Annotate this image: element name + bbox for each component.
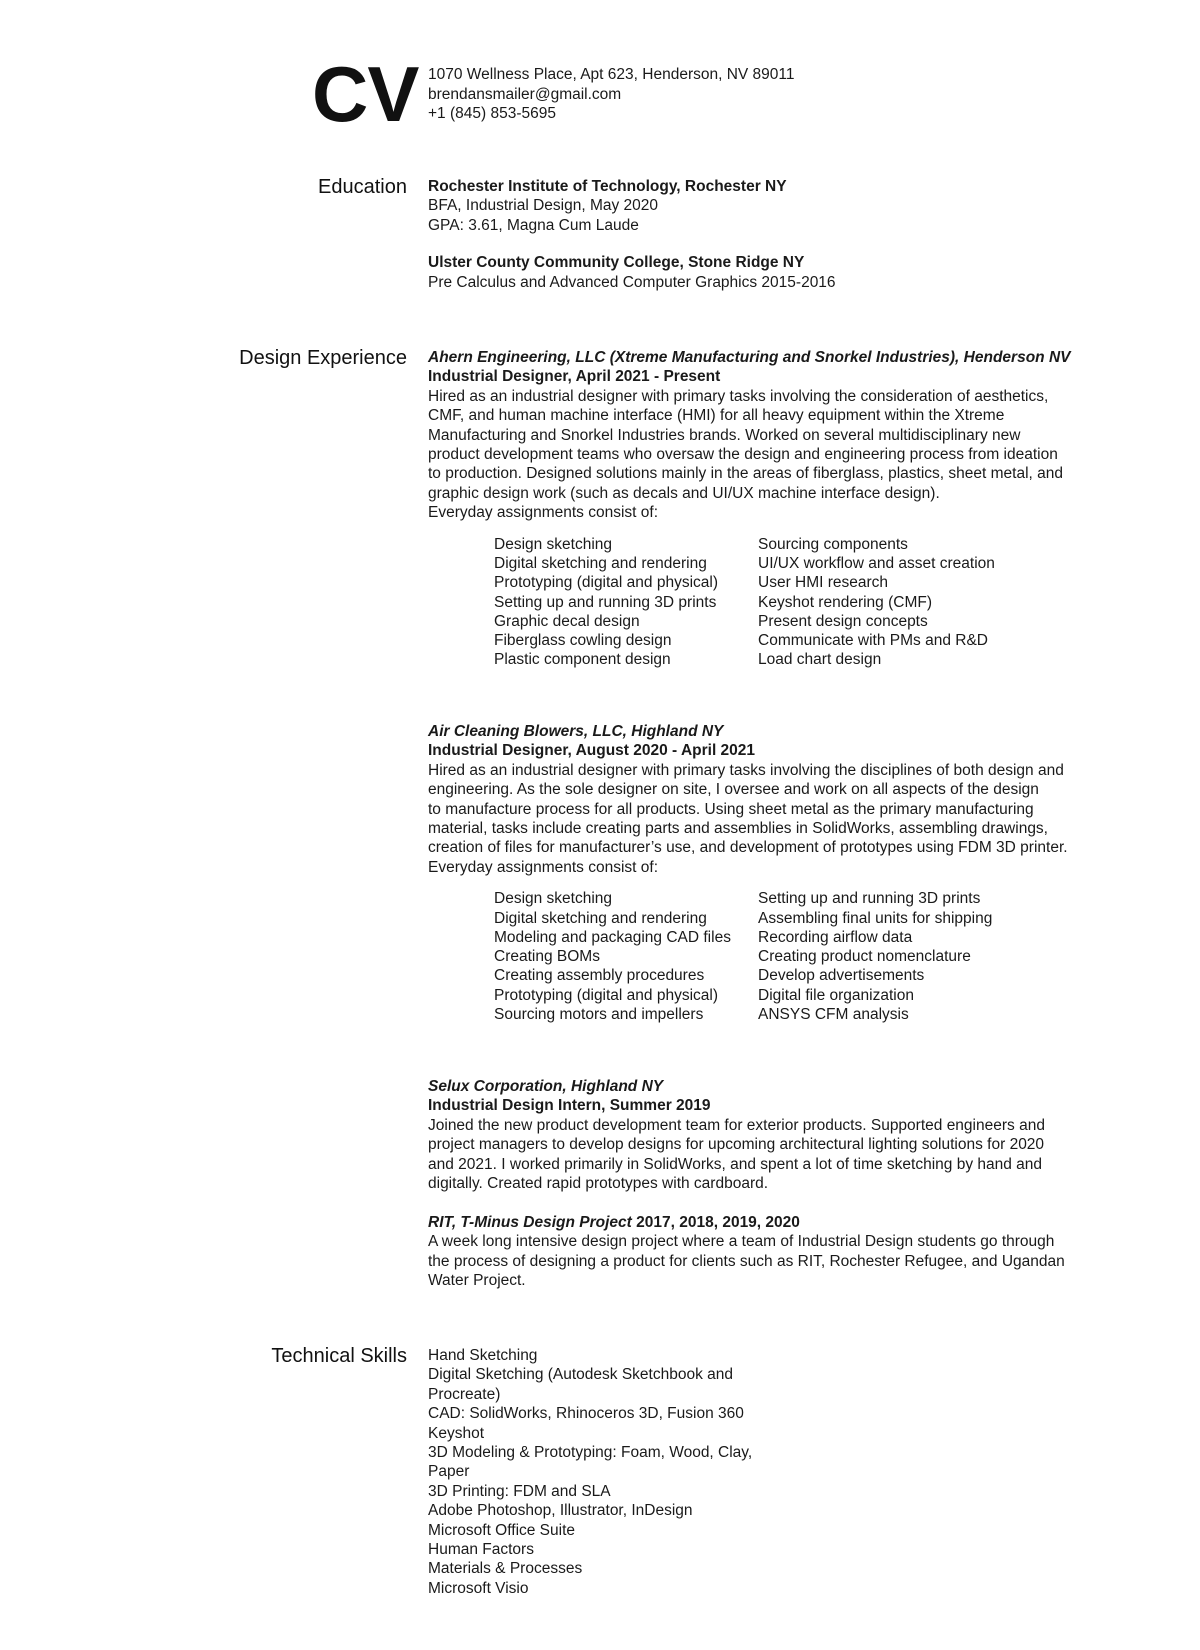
skill-item: Keyshot — [428, 1424, 485, 1442]
education-line: Pre Calculus and Advanced Computer Graphics 2015-2016 — [428, 273, 836, 291]
job-description-line: Everyday assignments consist of: — [428, 504, 659, 522]
skills-heading: Technical Skills — [271, 1345, 407, 1367]
task-item: Creating assembly procedures — [494, 967, 705, 985]
skill-item: Microsoft Office Suite — [428, 1521, 576, 1539]
skill-item: Hand Sketching — [428, 1347, 538, 1364]
skill-item: Digital Sketching (Autodesk Sketchbook and — [428, 1366, 734, 1384]
task-item: ANSYS CFM analysis — [758, 1006, 909, 1024]
task-item: Graphic decal design — [494, 612, 640, 630]
school-name: Ulster County Community College, Stone Ridge NY — [428, 254, 805, 272]
task-item: Assembling final units for shipping — [758, 909, 993, 927]
job-ahern — [428, 348, 1108, 670]
task-item: Design sketching — [494, 535, 613, 553]
skill-item: Procreate) — [428, 1385, 501, 1403]
company-name: RIT, T-Minus Design Project — [428, 1214, 632, 1231]
task-item: Sourcing motors and impellers — [494, 1006, 704, 1024]
email: brendansmailer@gmail.com — [428, 85, 622, 103]
task-item: Fiberglass cowling design — [494, 632, 672, 650]
job-description-line: Water Project. — [428, 1272, 526, 1290]
task-item: Keyshot rendering (CMF) — [758, 593, 933, 611]
job-description-line: to manufacture process for all products. Using sheet metal as the primary manufacturing — [428, 800, 1034, 818]
job-description-line: Manufacturing and Snorkel Industries brands. Worked on several multidisciplinary new — [428, 426, 1021, 444]
job-tminus — [428, 1213, 1108, 1291]
cv-title: CV — [312, 50, 419, 138]
task-item: Digital sketching and rendering — [494, 909, 707, 927]
job-description-line: engineering. As the sole designer on site, I oversee and work on all aspects of the design — [428, 781, 1039, 799]
job-description-line: material, tasks include creating parts and assemblies in SolidWorks, assembling drawings, — [428, 820, 1048, 838]
task-item: Develop advertisements — [758, 967, 925, 985]
education-heading: Education — [318, 176, 407, 198]
address: 1070 Wellness Place, Apt 623, Henderson, NV 89011 — [428, 66, 795, 83]
job-role: Industrial Designer, April 2021 - Present — [428, 368, 721, 386]
job-description-line: Everyday assignments consist of: — [428, 858, 659, 876]
education-section — [428, 177, 1108, 292]
skill-item: Paper — [428, 1463, 470, 1481]
skill-item: CAD: SolidWorks, Rhinoceros 3D, Fusion 360 — [428, 1405, 744, 1423]
job-description-line: Joined the new product development team for exterior products. Supported engineers and — [428, 1116, 1045, 1134]
job-description-line: A week long intensive design project where a team of Industrial Design students go through — [428, 1233, 1055, 1251]
job-description-line: CMF, and human machine interface (HMI) for all heavy equipment within the Xtreme — [428, 407, 1005, 425]
education-line: BFA, Industrial Design, May 2020 — [428, 197, 659, 215]
job-role: Industrial Designer, August 2020 - April 2021 — [428, 742, 756, 760]
job-description-line: graphic design work (such as decals and UI/UX machine interface design). — [428, 484, 940, 502]
task-item: Creating product nomenclature — [758, 948, 971, 966]
school-name: Rochester Institute of Technology, Rochester NY — [428, 178, 787, 195]
task-item: Communicate with PMs and R&D — [758, 632, 988, 650]
task-item: Plastic component design — [494, 651, 671, 669]
task-item: Digital sketching and rendering — [494, 554, 707, 572]
job-description-line: Hired as an industrial designer with primary tasks involving the disciplines of both design and — [428, 761, 1064, 779]
task-item: Setting up and running 3D prints — [494, 593, 717, 611]
task-list — [494, 889, 1108, 1024]
job-description-line: creation of files for manufacturer’s use, and development of prototypes using FDM 3D printer. — [428, 839, 1068, 857]
job-selux — [428, 1077, 1108, 1193]
company-name: Air Cleaning Blowers, LLC, Highland NY — [428, 723, 724, 740]
task-item: Recording airflow data — [758, 928, 913, 946]
experience-heading: Design Experience — [239, 347, 407, 369]
task-item: Present design concepts — [758, 612, 928, 630]
project-years: 2017, 2018, 2019, 2020 — [631, 1214, 800, 1231]
task-item: Prototyping (digital and physical) — [494, 574, 719, 592]
job-description-line: and 2021. I worked primarily in SolidWorks, and spent a lot of time sketching by hand and — [428, 1155, 1043, 1173]
skill-item: Human Factors — [428, 1541, 534, 1559]
task-item: Digital file organization — [758, 986, 914, 1004]
task-item: Load chart design — [758, 651, 882, 669]
task-item: Prototyping (digital and physical) — [494, 986, 719, 1004]
skill-item: 3D Printing: FDM and SLA — [428, 1482, 611, 1500]
job-air-cleaning-blowers — [428, 722, 1108, 1024]
education-line: GPA: 3.61, Magna Cum Laude — [428, 216, 639, 234]
task-list — [494, 535, 1108, 670]
contact-block — [428, 65, 795, 124]
job-description-line: Hired as an industrial designer with primary tasks involving the consideration of aesthetics, — [428, 387, 1049, 405]
company-name: Selux Corporation, Highland NY — [428, 1078, 664, 1095]
phone: +1 (845) 853-5695 — [428, 105, 556, 122]
job-description-line: the process of designing a product for clients such as RIT, Rochester Refugee, and Ugandan — [428, 1252, 1065, 1270]
task-item: Modeling and packaging CAD files — [494, 928, 731, 946]
job-description-line: to production. Designed solutions mainly in the areas of fiberglass, plastics, sheet metal, and — [428, 465, 1063, 483]
skill-item: Materials & Processes — [428, 1560, 583, 1578]
task-item: Sourcing components — [758, 535, 908, 553]
skill-item: Adobe Photoshop, Illustrator, InDesign — [428, 1502, 693, 1520]
job-description-line: product development teams who oversaw the design and engineering process from ideation — [428, 446, 1058, 464]
skill-item: 3D Modeling & Prototyping: Foam, Wood, Clay, — [428, 1444, 753, 1462]
task-item: User HMI research — [758, 574, 889, 592]
job-description-line: project managers to develop designs for upcoming architectural lighting solutions for 2020 — [428, 1136, 1045, 1154]
task-item: Design sketching — [494, 890, 613, 908]
skill-item: Microsoft Visio — [428, 1579, 529, 1597]
task-item: Creating BOMs — [494, 948, 600, 966]
skills-section — [428, 1346, 1108, 1598]
company-name: Ahern Engineering, LLC (Xtreme Manufacturing and Snorkel Industries), Henderson NV — [428, 349, 1071, 366]
task-item: Setting up and running 3D prints — [758, 890, 981, 908]
job-role: Industrial Design Intern, Summer 2019 — [428, 1097, 711, 1115]
task-item: UI/UX workflow and asset creation — [758, 554, 995, 572]
job-description-line: digitally. Created rapid prototypes with cardboard. — [428, 1175, 769, 1193]
